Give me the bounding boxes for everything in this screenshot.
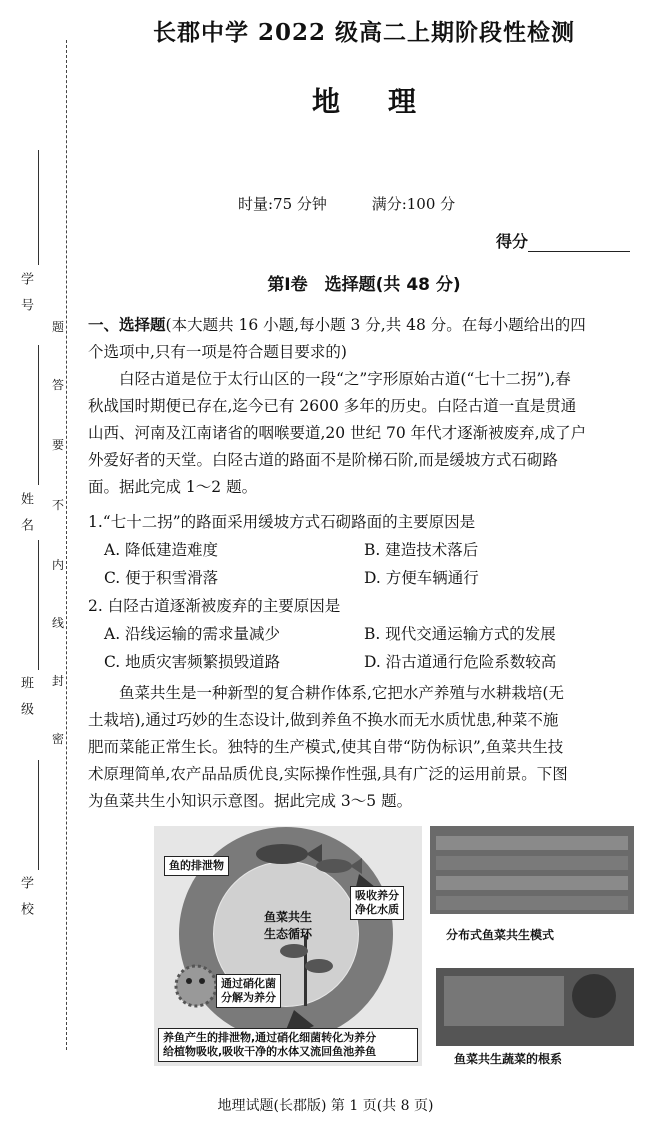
q1-option-a[interactable]: A. 降低建造难度 xyxy=(104,541,219,559)
passage-line: 肥而菜能正常生长。独特的生产模式,使其自带“防伪标识”,鱼菜共生技 xyxy=(88,738,564,756)
absorb-label-line: 净化水质 xyxy=(355,903,399,916)
passage-line: 鱼菜共生是一种新型的复合耕作体系,它把水产养殖与水耕栽培(无 xyxy=(119,684,564,702)
time-limit: 时量:75 分钟 xyxy=(238,195,327,213)
question-2-stem: 2. 白陉古道逐渐被废弃的主要原因是 xyxy=(88,597,341,615)
question-1-stem: 1.“七十二拐”的路面采用缓坡方式石砌路面的主要原因是 xyxy=(88,513,476,531)
bacteria-icon xyxy=(176,966,216,1006)
fish-icon xyxy=(316,859,352,873)
bacteria-icon xyxy=(186,978,192,984)
passage-2 xyxy=(88,680,640,815)
aquaponics-figure xyxy=(154,826,634,1066)
instruction-text: 个选项中,只有一项是符合题目要求的) xyxy=(88,343,347,361)
passage-line: 术原理简单,农产品品质优良,实际操作性强,具有广泛的运用前景。下图 xyxy=(88,765,568,783)
section-instruction xyxy=(88,312,640,366)
bacteria-label-line: 通过硝化菌 xyxy=(221,977,276,990)
photo2-caption: 鱼菜共生蔬菜的根系 xyxy=(454,1052,563,1066)
exam-title: 长郡中学 2022 级高二上期阶段性检测 xyxy=(152,19,576,46)
bacteria-label-line: 分解为养分 xyxy=(221,991,276,1004)
absorb-label xyxy=(350,886,404,920)
student-id-label: 学 号 xyxy=(18,272,33,311)
absorb-label-line: 吸收养分 xyxy=(355,889,399,902)
subject-char: 地 xyxy=(311,85,340,118)
seal-char: 不 xyxy=(52,498,65,512)
plant-icon xyxy=(280,944,308,958)
fish-waste-label: 鱼的排泄物 xyxy=(164,856,229,876)
binding-margin xyxy=(0,0,80,1122)
passage-line: 土栽培),通过巧妙的生态设计,做到养鱼不换水而无水质忧患,种菜不施 xyxy=(88,711,559,729)
student-id-blank xyxy=(38,150,39,265)
full-score: 满分:100 分 xyxy=(371,195,456,213)
name-blank xyxy=(38,345,39,485)
seal-char: 题 xyxy=(52,320,65,334)
seal-char: 答 xyxy=(52,378,65,392)
seal-char: 要 xyxy=(52,438,65,452)
cycle-explanation xyxy=(158,1028,418,1062)
name-label: 姓 名 xyxy=(18,492,33,531)
q2-option-c[interactable]: C. 地质灾害频繁损毁道路 xyxy=(104,653,281,671)
school-label: 学 校 xyxy=(18,876,33,915)
seal-char: 密 xyxy=(52,732,65,746)
class-label: 班 级 xyxy=(18,676,33,715)
cycle-explanation-line: 给植物吸收,吸收干净的水体又流回鱼池养鱼 xyxy=(163,1045,377,1058)
bacteria-label xyxy=(216,974,281,1008)
score-field[interactable] xyxy=(496,229,630,252)
seal-char: 内 xyxy=(52,558,65,572)
q2-option-d[interactable]: D. 沿古道通行危险系数较高 xyxy=(364,653,557,671)
passage-1 xyxy=(88,366,640,501)
seal-char: 封 xyxy=(52,674,65,688)
cycle-label-line: 生态循环 xyxy=(263,927,312,941)
passage-line: 外爱好者的天堂。白陉古道的路面不是阶梯石阶,而是缓坡方式石砌路 xyxy=(88,451,558,469)
subject-title xyxy=(88,80,640,120)
instruction-text: (本大题共 16 小题,每小题 3 分,共 48 分。在每小题给出的四 xyxy=(165,316,586,334)
passage-line: 面。据此完成 1～2 题。 xyxy=(88,478,258,496)
q1-option-b[interactable]: B. 建造技术落后 xyxy=(364,541,479,559)
passage-line: 白陉古道是位于太行山区的一段“之”字形原始古道(“七十二拐”),春 xyxy=(119,370,571,388)
q2-option-b[interactable]: B. 现代交通运输方式的发展 xyxy=(364,625,556,643)
passage-line: 秋战国时期便已存在,迄今已有 2600 多年的历史。白陉古道一直是贯通 xyxy=(88,397,577,415)
seal-dashed-line xyxy=(66,40,67,1050)
cycle-explanation-line: 养鱼产生的排泄物,通过硝化细菌转化为养分 xyxy=(163,1031,377,1044)
photo1-caption: 分布式鱼菜共生模式 xyxy=(446,928,555,942)
school-blank xyxy=(38,760,39,870)
instruction-heading: 一、选择题 xyxy=(88,316,166,334)
cycle-label xyxy=(248,908,328,942)
class-blank xyxy=(38,540,39,670)
bacteria-icon xyxy=(199,978,205,984)
plant-icon xyxy=(305,959,333,973)
seal-char: 线 xyxy=(52,616,65,630)
score-label: 得分 xyxy=(496,232,529,251)
q1-option-d[interactable]: D. 方便车辆通行 xyxy=(364,569,479,587)
passage-line: 为鱼菜共生小知识示意图。据此完成 3～5 题。 xyxy=(88,792,413,810)
subject-char: 理 xyxy=(388,85,417,118)
exam-meta xyxy=(238,193,495,214)
fish-icon xyxy=(256,844,308,864)
cycle-label-line: 鱼菜共生 xyxy=(263,910,312,924)
section-title: 第Ⅰ卷 选择题(共 48 分) xyxy=(267,275,461,295)
q1-option-c[interactable]: C. 便于积雪滑落 xyxy=(104,569,219,587)
page-footer: 地理试题(长郡版) 第 1 页(共 8 页) xyxy=(217,1098,434,1114)
score-blank[interactable] xyxy=(528,235,630,252)
q2-option-a[interactable]: A. 沿线运输的需求量减少 xyxy=(104,625,281,643)
passage-line: 山西、河南及江南诸省的咽喉要道,20 世纪 70 年代才逐渐被废弃,成了户 xyxy=(88,424,587,442)
